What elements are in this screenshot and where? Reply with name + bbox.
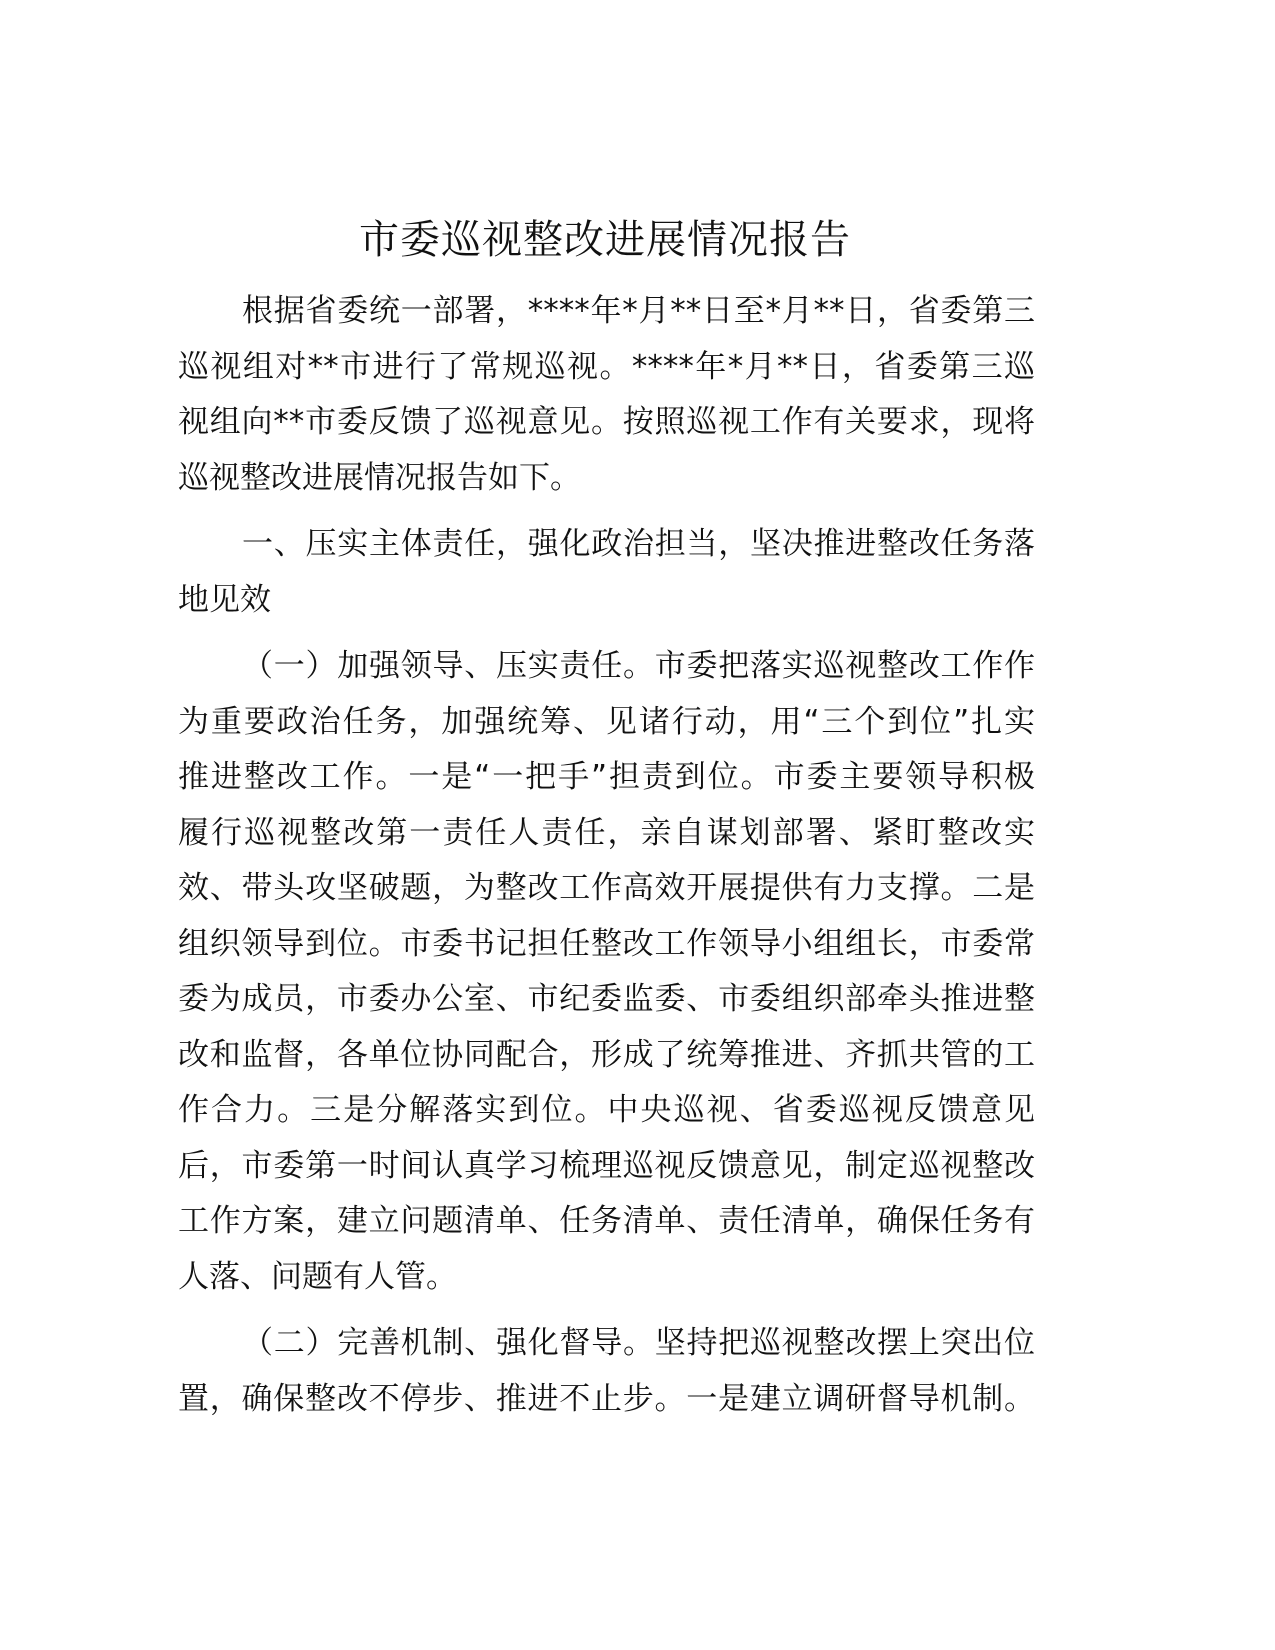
text-line: 效、带头攻坚破题，为整改工作高效开展提供有力支撑。二是 (178, 870, 1035, 906)
text-line: 一、压实主体责任，强化政治担当，坚决推进整改任务落 (242, 526, 1035, 562)
document-body (178, 284, 1035, 1438)
text-line: （二）完善机制、强化督导。坚持把巡视整改摆上突出位 (242, 1325, 1035, 1361)
text-line: 地见效 (178, 581, 271, 618)
text-line: （一）加强领导、压实责任。市委把落实巡视整改工作作 (242, 648, 1035, 684)
text-line: 视组向**市委反馈了巡视意见。按照巡视工作有关要求，现将 (178, 404, 1035, 440)
text-line: 作合力。三是分解落实到位。中央巡视、省委巡视反馈意见 (178, 1092, 1035, 1128)
text-line: 组织领导到位。市委书记担任整改工作领导小组组长，市委常 (178, 925, 1035, 962)
text-line: 后，市委第一时间认真学习梳理巡视反馈意见，制定巡视整改 (178, 1147, 1035, 1184)
text-line: 巡视整改进展情况报告如下。 (178, 459, 581, 496)
text-line: 巡视组对**市进行了常规巡视。****年*月**日，省委第三巡 (178, 348, 1035, 385)
text-line: 履行巡视整改第一责任人责任，亲自谋划部署、紧盯整改实 (178, 814, 1035, 851)
text-line: 人落、问题有人管。 (178, 1258, 457, 1295)
text-line: 推进整改工作。一是“一把手”担责到位。市委主要领导积极 (178, 759, 1035, 795)
text-line: 为重要政治任务，加强统筹、见诸行动，用“三个到位”扎实 (178, 703, 1035, 740)
paragraph (178, 517, 1035, 628)
document-title: 市委巡视整改进展情况报告 (359, 217, 851, 263)
text-line: 改和监督，各单位协同配合，形成了统筹推进、齐抓共管的工 (178, 1036, 1035, 1073)
text-line: 置，确保整改不停步、推进不止步。一是建立调研督导机制。 (178, 1380, 1035, 1417)
text-line: 根据省委统一部署，****年*月**日至*月**日，省委第三 (242, 293, 1035, 329)
text-line: 工作方案，建立问题清单、任务清单、责任清单，确保任务有 (178, 1203, 1035, 1239)
paragraph (178, 639, 1035, 1305)
paragraph (178, 284, 1035, 506)
paragraph (178, 1316, 1035, 1427)
text-line: 委为成员，市委办公室、市纪委监委、市委组织部牵头推进整 (178, 981, 1035, 1017)
